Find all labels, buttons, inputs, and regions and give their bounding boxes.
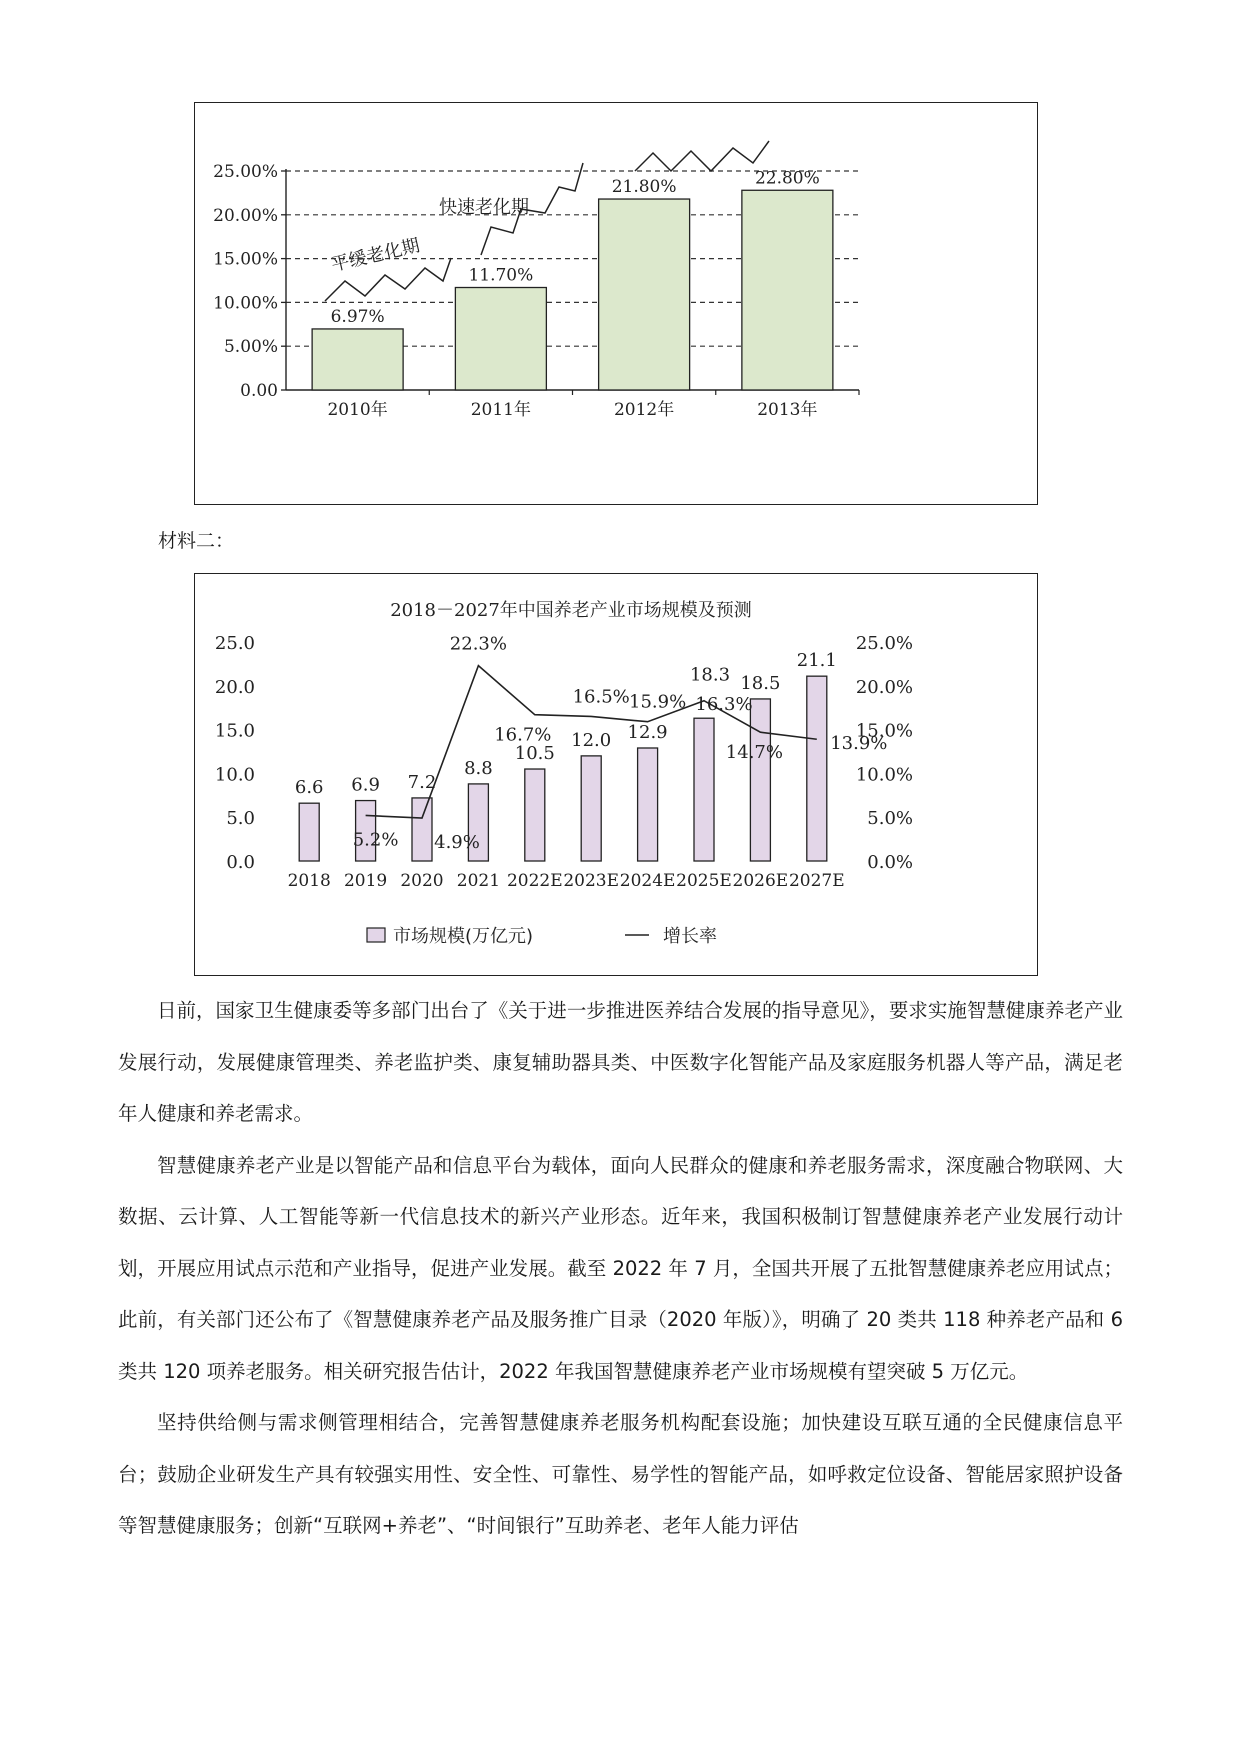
bar-value-label: 16.3% <box>695 694 753 716</box>
line-value-label: 16.7% <box>494 724 552 746</box>
bar-value-label: 21.80% <box>611 177 677 198</box>
x-tick-label: 2020 <box>400 871 444 891</box>
paragraph: 智慧健康养老产业是以智能产品和信息平台为载体，面向人民群众的健康和养老服务需求，深度融合物联网、大数据、云计算、人工智能等新一代信息技术的新兴产业形态。近年来，我国积极制订智慧健康养老产业发展行动计划，开展应用试点示范和产业指导，促进产业发展。截至 2022 年 7 月，全国共开展了五批智慧健康养老应用试点；此前，有关部门还公布了《智慧健康养老产品及服务推广目录（2020 年版）》，明确了 20 类共 118 种养老产品和 6 类共 120 项养老服务。相关研究报告估计，2022 年我国智慧健康养老产业市场规模有望突破 5 万亿元。 <box>118 1153 1123 1383</box>
left-axis-tick-label: 25.0 <box>214 633 255 654</box>
y-tick-label: 20.00% <box>213 205 278 226</box>
x-tick-label: 2025E <box>676 871 732 891</box>
right-axis-tick-label: 10.0% <box>855 764 913 786</box>
bar-value-label: 6.6 <box>294 777 324 799</box>
bar-value-label: 12.0 <box>571 729 612 751</box>
article-body <box>118 985 1123 1552</box>
x-tick-label: 2010年 <box>327 400 388 420</box>
market-size-chart-svg <box>195 574 1039 977</box>
right-axis-tick-label: 15.0% <box>855 720 913 742</box>
bar-value-label: 8.8 <box>464 757 493 779</box>
right-axis-tick-label: 25.0% <box>855 633 913 654</box>
y-tick-label: 10.00% <box>213 293 278 314</box>
left-axis-tick-label: 20.0 <box>214 676 255 698</box>
annotation-label: 快速老化期 <box>439 197 529 218</box>
left-axis-tick-label: 5.0 <box>226 808 255 830</box>
x-tick-label: 2018 <box>287 871 331 891</box>
right-axis-tick-label: 0.0% <box>867 852 913 873</box>
bar <box>638 748 658 861</box>
bar <box>581 756 601 861</box>
bar-value-label: 22.80% <box>754 168 820 189</box>
aging-rate-chart <box>194 102 1038 505</box>
bar <box>742 190 833 390</box>
paragraph: 日前，国家卫生健康委等多部门出台了《关于进一步推进医养结合发展的指导意见》，要求实施智慧健康养老产业发展行动，发展健康管理类、养老监护类、康复辅助器具类、中医数字化智能产品及家庭服务机器人等产品，满足老年人健康和养老需求。 <box>118 999 1123 1125</box>
right-axis-tick-label: 5.0% <box>867 808 913 830</box>
annotation-label: 平缓老化期 <box>329 235 422 276</box>
bar <box>525 769 545 861</box>
x-tick-label: 2023E <box>563 871 620 891</box>
y-tick-label: 5.00% <box>223 337 278 358</box>
line-value-label: 16.5% <box>572 686 630 708</box>
bar-value-label: 10.5 <box>514 743 555 765</box>
bar <box>412 798 432 861</box>
y-tick-label: 25.00% <box>213 162 278 182</box>
paragraph: 坚持供给侧与需求侧管理相结合，完善智慧健康养老服务机构配套设施；加快建设互联互通的全民健康信息平台；鼓励企业研发生产具有较强实用性、安全性、可靠性、易学性的智能产品，如呼救定位设备、智能居家照护设备等智慧健康服务；创新“互联网+养老”、“时间银行”互助养老、老年人能力评估 <box>118 1411 1123 1537</box>
line-value-label: 4.9% <box>434 832 480 854</box>
x-tick-label: 2022E <box>506 871 563 891</box>
bar-value-label: 18.5 <box>740 672 781 694</box>
x-tick-label: 2027E <box>788 871 845 891</box>
chart-title: 2018－2027年中国养老产业市场规模及预测 <box>390 600 752 621</box>
x-tick-label: 2026E <box>732 871 789 891</box>
left-axis-tick-label: 10.0 <box>214 764 255 786</box>
x-tick-label: 2012年 <box>613 400 675 420</box>
line-value-label: 5.2% <box>352 829 399 851</box>
line-value-label: 15.9% <box>629 691 687 713</box>
bar-value-label: 12.9 <box>627 721 668 743</box>
bar-value-label: 6.97% <box>330 306 385 327</box>
x-tick-label: 2024E <box>619 871 676 891</box>
legend-swatch-bar <box>367 928 385 942</box>
bar <box>750 699 770 861</box>
left-axis-tick-label: 15.0 <box>214 720 255 742</box>
right-axis-tick-label: 20.0% <box>855 676 913 698</box>
line-value-label: 14.7% <box>725 742 783 764</box>
x-tick-label: 2013年 <box>757 400 818 420</box>
line-value-label: 13.9% <box>830 733 888 755</box>
x-tick-label: 2011年 <box>470 400 532 420</box>
bar <box>455 288 546 390</box>
line-value-label: 22.3% <box>449 633 507 655</box>
trend-zigzag <box>635 141 769 171</box>
bar-value-label: 11.70% <box>468 265 534 286</box>
bar <box>599 199 690 390</box>
legend-label: 市场规模(万亿元) <box>393 926 534 947</box>
section-label: 材料二： <box>158 530 235 552</box>
x-tick-label: 2021 <box>456 871 501 891</box>
bar <box>299 803 319 861</box>
line-value-label: 18.3 <box>689 664 731 686</box>
left-axis-tick-label: 0.0 <box>226 852 255 873</box>
legend-label: 增长率 <box>663 926 717 947</box>
bar-value-label: 7.2 <box>407 771 437 793</box>
bar-value-label: 6.9 <box>351 774 380 796</box>
x-tick-label: 2019 <box>343 871 388 891</box>
market-size-chart <box>194 573 1038 976</box>
bar-value-label: 21.1 <box>796 650 837 672</box>
aging-rate-chart-svg <box>195 103 1039 506</box>
y-tick-label: 0.00 <box>240 381 278 401</box>
bar <box>807 676 827 861</box>
bar <box>694 718 714 861</box>
bar <box>312 329 403 390</box>
y-tick-label: 15.00% <box>213 249 278 270</box>
